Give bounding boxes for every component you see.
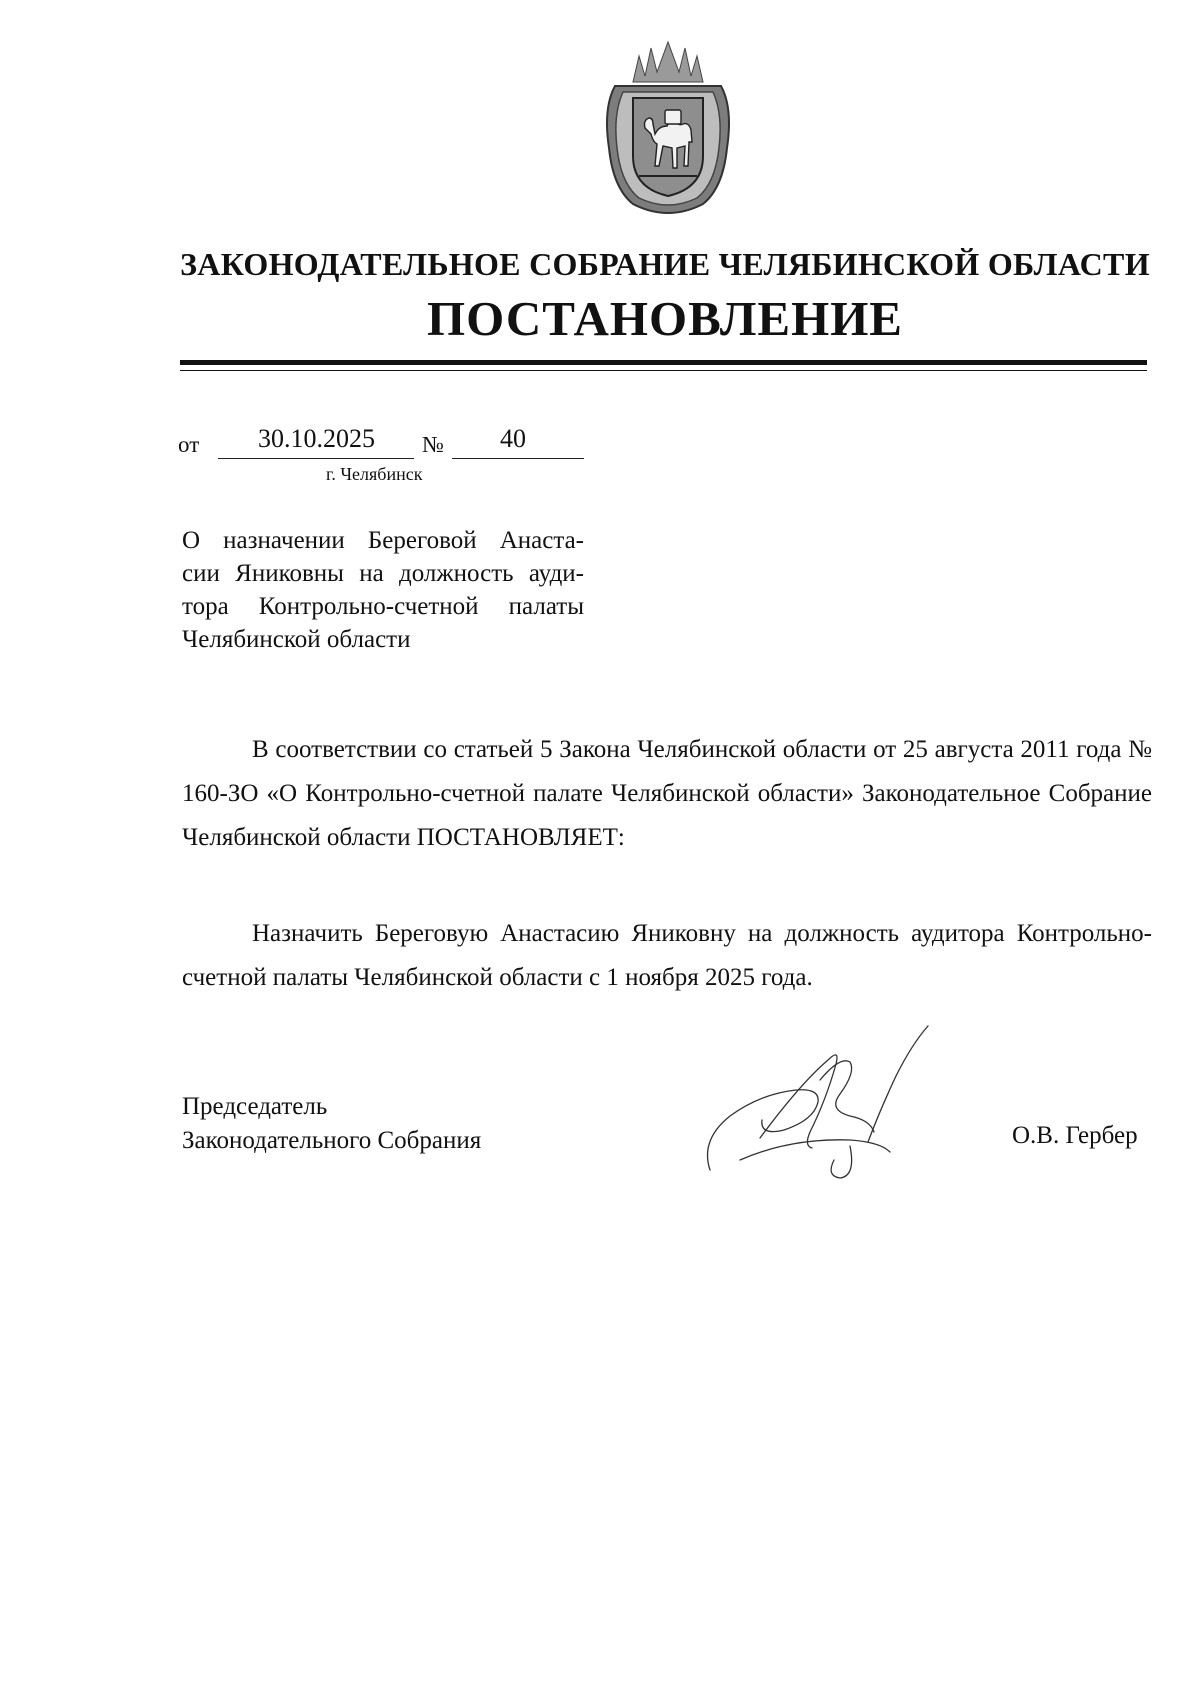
date-underline	[218, 458, 414, 459]
header-rule-thick	[180, 360, 1147, 365]
document-number: 40	[500, 424, 526, 453]
subject-line: сии Яниковны на должность ауди-	[182, 560, 584, 587]
number-label: №	[422, 432, 444, 457]
handwritten-signature-icon	[700, 1020, 940, 1180]
subject-line: Челябинской области	[182, 626, 411, 653]
date-label: от	[178, 432, 200, 457]
document-date: 30.10.2025	[258, 424, 375, 453]
subject-line: О назначении Береговой Анаста-	[182, 527, 584, 554]
signer-position-line2: Законодательного Собрания	[182, 1127, 482, 1154]
signer-position-line1: Председатель	[182, 1093, 328, 1120]
document-type-title: ПОСТАНОВЛЕНИЕ	[427, 291, 903, 346]
city-name: г. Челябинск	[326, 464, 423, 484]
coat-of-arms-icon	[593, 38, 743, 218]
subject-line: тора Контрольно-счетной палаты	[182, 593, 584, 620]
organization-name: ЗАКОНОДАТЕЛЬНОЕ СОБРАНИЕ ЧЕЛЯБИНСКОЙ ОБЛАСТИ	[180, 246, 1150, 282]
signer-position	[182, 1090, 481, 1158]
number-underline	[452, 458, 584, 459]
body-paragraph-legal-basis: В соответствии со статьей 5 Закона Челябинской области от 25 августа 2011 года № 160-ЗО «О Контрольно-счетной палате Челябинской области» Законодательное Собрание Челябинской области ПОСТАНОВЛЯЕТ:	[182, 736, 1152, 851]
header-rule-thin	[180, 370, 1147, 371]
body-paragraph-resolution: Назначить Береговую Анастасию Яниковну на должность аудитора Контрольно-счетной палаты Челябинской области с 1 ноября 2025 года.	[182, 920, 1152, 991]
signer-name: О.В. Гербер	[1012, 1122, 1138, 1149]
document-subject	[182, 524, 584, 656]
